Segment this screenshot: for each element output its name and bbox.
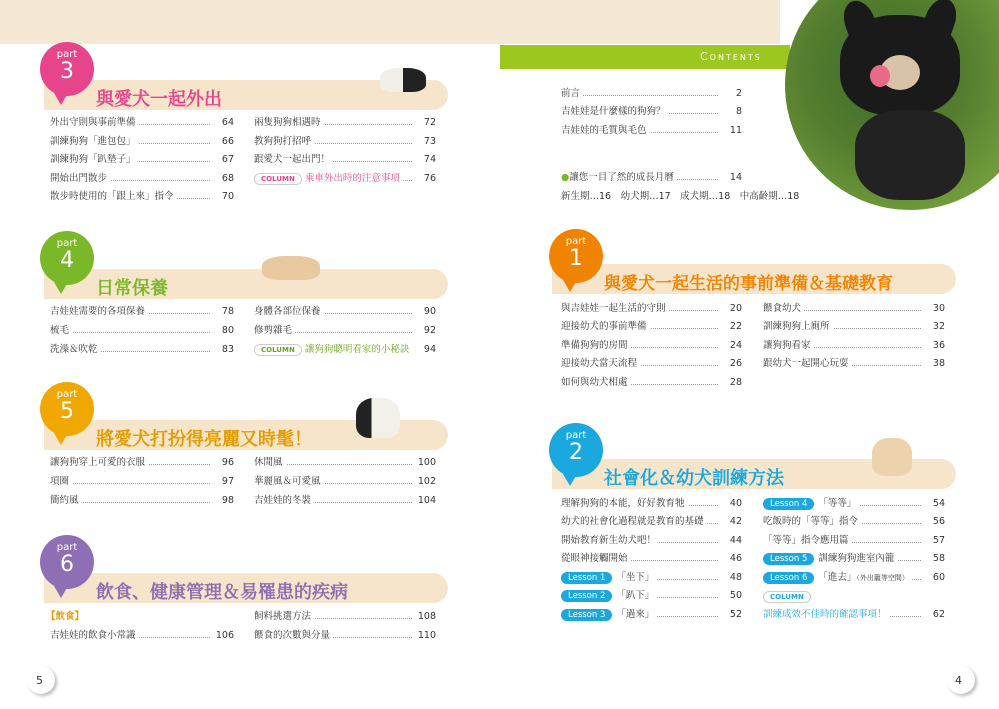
list-item[interactable]: ●讓您一目了然的成長月曆 14 bbox=[561, 172, 742, 183]
list-item[interactable]: 身體各部位保養 90 bbox=[254, 306, 436, 317]
column-badge-row bbox=[763, 590, 814, 604]
list-item[interactable]: 項圈 97 bbox=[50, 476, 234, 487]
lesson-item[interactable]: Lesson 2 「趴下」 50 bbox=[561, 589, 742, 603]
list-item[interactable]: 理解狗狗的本能，好好教育牠 40 bbox=[561, 498, 742, 509]
list-item[interactable]: 迎接幼犬的事前準備 22 bbox=[561, 321, 742, 332]
list-item[interactable]: 開始出門散步 68 bbox=[50, 173, 234, 184]
bullet-icon: ● bbox=[561, 172, 570, 183]
page-number: 4 bbox=[955, 674, 962, 687]
part1-badge: part 1 bbox=[549, 229, 603, 283]
list-item[interactable]: 外出守則與事前準備 64 bbox=[50, 117, 234, 128]
part4-badge: part 4 bbox=[40, 231, 94, 285]
column-item[interactable]: COLUMN 乘車外出時的注意事項 76 bbox=[254, 172, 436, 186]
dog-illustration bbox=[380, 68, 426, 92]
list-item[interactable]: 餵食的次數與分量 110 bbox=[254, 630, 436, 641]
part2-title: 社會化＆幼犬訓練方法 bbox=[604, 468, 784, 489]
list-item[interactable]: 訓練狗狗「進包包」 66 bbox=[50, 136, 234, 147]
list-item[interactable]: 與吉娃娃一起生活的守則 20 bbox=[561, 303, 742, 314]
list-item[interactable]: 梳毛 80 bbox=[50, 325, 234, 336]
list-item[interactable]: 飼料挑選方法 108 bbox=[254, 611, 436, 622]
list-item[interactable]: 簡約風 98 bbox=[50, 495, 234, 506]
column-badge: COLUMN bbox=[763, 591, 811, 603]
list-item[interactable]: 教狗狗打招呼 73 bbox=[254, 136, 436, 147]
column-badge: COLUMN bbox=[254, 344, 302, 356]
part6-badge: part 6 bbox=[40, 535, 94, 589]
list-item[interactable]: 跟愛犬一起出門！ 74 bbox=[254, 154, 436, 165]
list-item[interactable]: 從眼神接觸開始 46 bbox=[561, 553, 742, 564]
list-item[interactable]: 吉娃娃的冬裝 104 bbox=[254, 495, 436, 506]
lesson-item[interactable]: Lesson 4 「等等」 54 bbox=[763, 497, 945, 511]
part4-title: 日常保養 bbox=[96, 278, 168, 299]
dog-illustration bbox=[356, 398, 400, 438]
list-item[interactable]: 吉娃娃是什麼樣的狗狗？ 8 bbox=[561, 106, 742, 117]
list-item[interactable]: 修剪雜毛 92 bbox=[254, 325, 436, 336]
dog-illustration bbox=[872, 438, 912, 476]
dog-photo bbox=[785, 0, 999, 210]
lesson-badge: Lesson 6 bbox=[763, 572, 814, 584]
lesson-badge: Lesson 2 bbox=[561, 590, 612, 602]
lesson-item[interactable]: Lesson 5 訓練狗狗進室內籠 58 bbox=[763, 552, 945, 566]
list-item[interactable]: 如何與幼犬相處 28 bbox=[561, 377, 742, 388]
list-item[interactable]: 準備狗狗的房間 24 bbox=[561, 340, 742, 351]
part3-badge: part 3 bbox=[40, 42, 94, 96]
top-band bbox=[0, 0, 780, 44]
dog-illustration bbox=[262, 256, 320, 280]
list-item[interactable]: 兩隻狗狗相遇時 72 bbox=[254, 117, 436, 128]
part6-title: 飲食、健康管理＆易罹患的疾病 bbox=[96, 582, 348, 603]
lesson-badge: Lesson 5 bbox=[763, 553, 814, 565]
part3-title: 與愛犬一起外出 bbox=[96, 89, 222, 110]
lesson-item[interactable]: Lesson 1 「坐下」 48 bbox=[561, 571, 742, 585]
list-item[interactable]: 餵食幼犬 30 bbox=[763, 303, 945, 314]
list-item[interactable]: 迎接幼犬當天流程 26 bbox=[561, 358, 742, 369]
list-item[interactable]: 吉娃娃的毛質與毛色 11 bbox=[561, 125, 742, 136]
page-number: 5 bbox=[36, 674, 43, 687]
list-item[interactable]: 跟幼犬一起開心玩耍 38 bbox=[763, 358, 945, 369]
list-item[interactable]: 前言 2 bbox=[561, 88, 742, 99]
list-item[interactable]: 開始教育新生幼犬吧！ 44 bbox=[561, 535, 742, 546]
list-item[interactable]: 洗澡＆吹乾 83 bbox=[50, 344, 234, 355]
part5-badge: part 5 bbox=[40, 382, 94, 436]
list-item[interactable]: 吃飯時的「等等」指令 56 bbox=[763, 516, 945, 527]
lesson-badge: Lesson 4 bbox=[763, 498, 814, 510]
list-item[interactable]: 休閒風 100 bbox=[254, 457, 436, 468]
lesson-item[interactable]: Lesson 3 「過來」 52 bbox=[561, 608, 742, 622]
list-item[interactable]: 幼犬的社會化過程就是教育的基礎 42 bbox=[561, 516, 742, 527]
list-item[interactable]: 華麗風＆可愛風 102 bbox=[254, 476, 436, 487]
list-item[interactable]: 吉娃娃的飲食小常識 106 bbox=[50, 630, 234, 641]
list-item[interactable]: 散步時使用的「跟上來」指令 70 bbox=[50, 191, 234, 202]
list-item[interactable]: 吉娃娃需要的各項保養 78 bbox=[50, 306, 234, 317]
list-item[interactable]: 訓練狗狗上廁所 32 bbox=[763, 321, 945, 332]
list-item[interactable]: 「等等」指令應用篇 57 bbox=[763, 535, 945, 546]
list-item[interactable]: 訓練狗狗「趴墊子」 67 bbox=[50, 154, 234, 165]
growth-stages: 新生期…16 幼犬期…17 成犬期…18 中高齡期…18 bbox=[561, 191, 800, 202]
lesson-badge: Lesson 1 bbox=[561, 572, 612, 584]
column-item[interactable]: 訓練成效不佳時的確認事項！ 62 bbox=[763, 609, 945, 620]
lesson-badge: Lesson 3 bbox=[561, 609, 612, 621]
list-item[interactable]: 讓狗狗穿上可愛的衣服 96 bbox=[50, 457, 234, 468]
list-item[interactable]: 讓狗狗看家 36 bbox=[763, 340, 945, 351]
part1-title: 與愛犬一起生活的事前準備＆基礎教育 bbox=[604, 274, 893, 294]
section-label: 【飲食】 bbox=[46, 611, 85, 622]
contents-label: Contents bbox=[700, 50, 762, 63]
part5-title: 將愛犬打扮得亮麗又時髦！ bbox=[96, 429, 312, 450]
part2-badge: part 2 bbox=[549, 423, 603, 477]
column-item[interactable]: COLUMN 讓狗狗聰明看家的小秘訣 94 bbox=[254, 343, 436, 357]
column-badge: COLUMN bbox=[254, 173, 302, 185]
lesson-item[interactable]: Lesson 6 「進去」（外出籠等空間） 60 bbox=[763, 571, 945, 585]
